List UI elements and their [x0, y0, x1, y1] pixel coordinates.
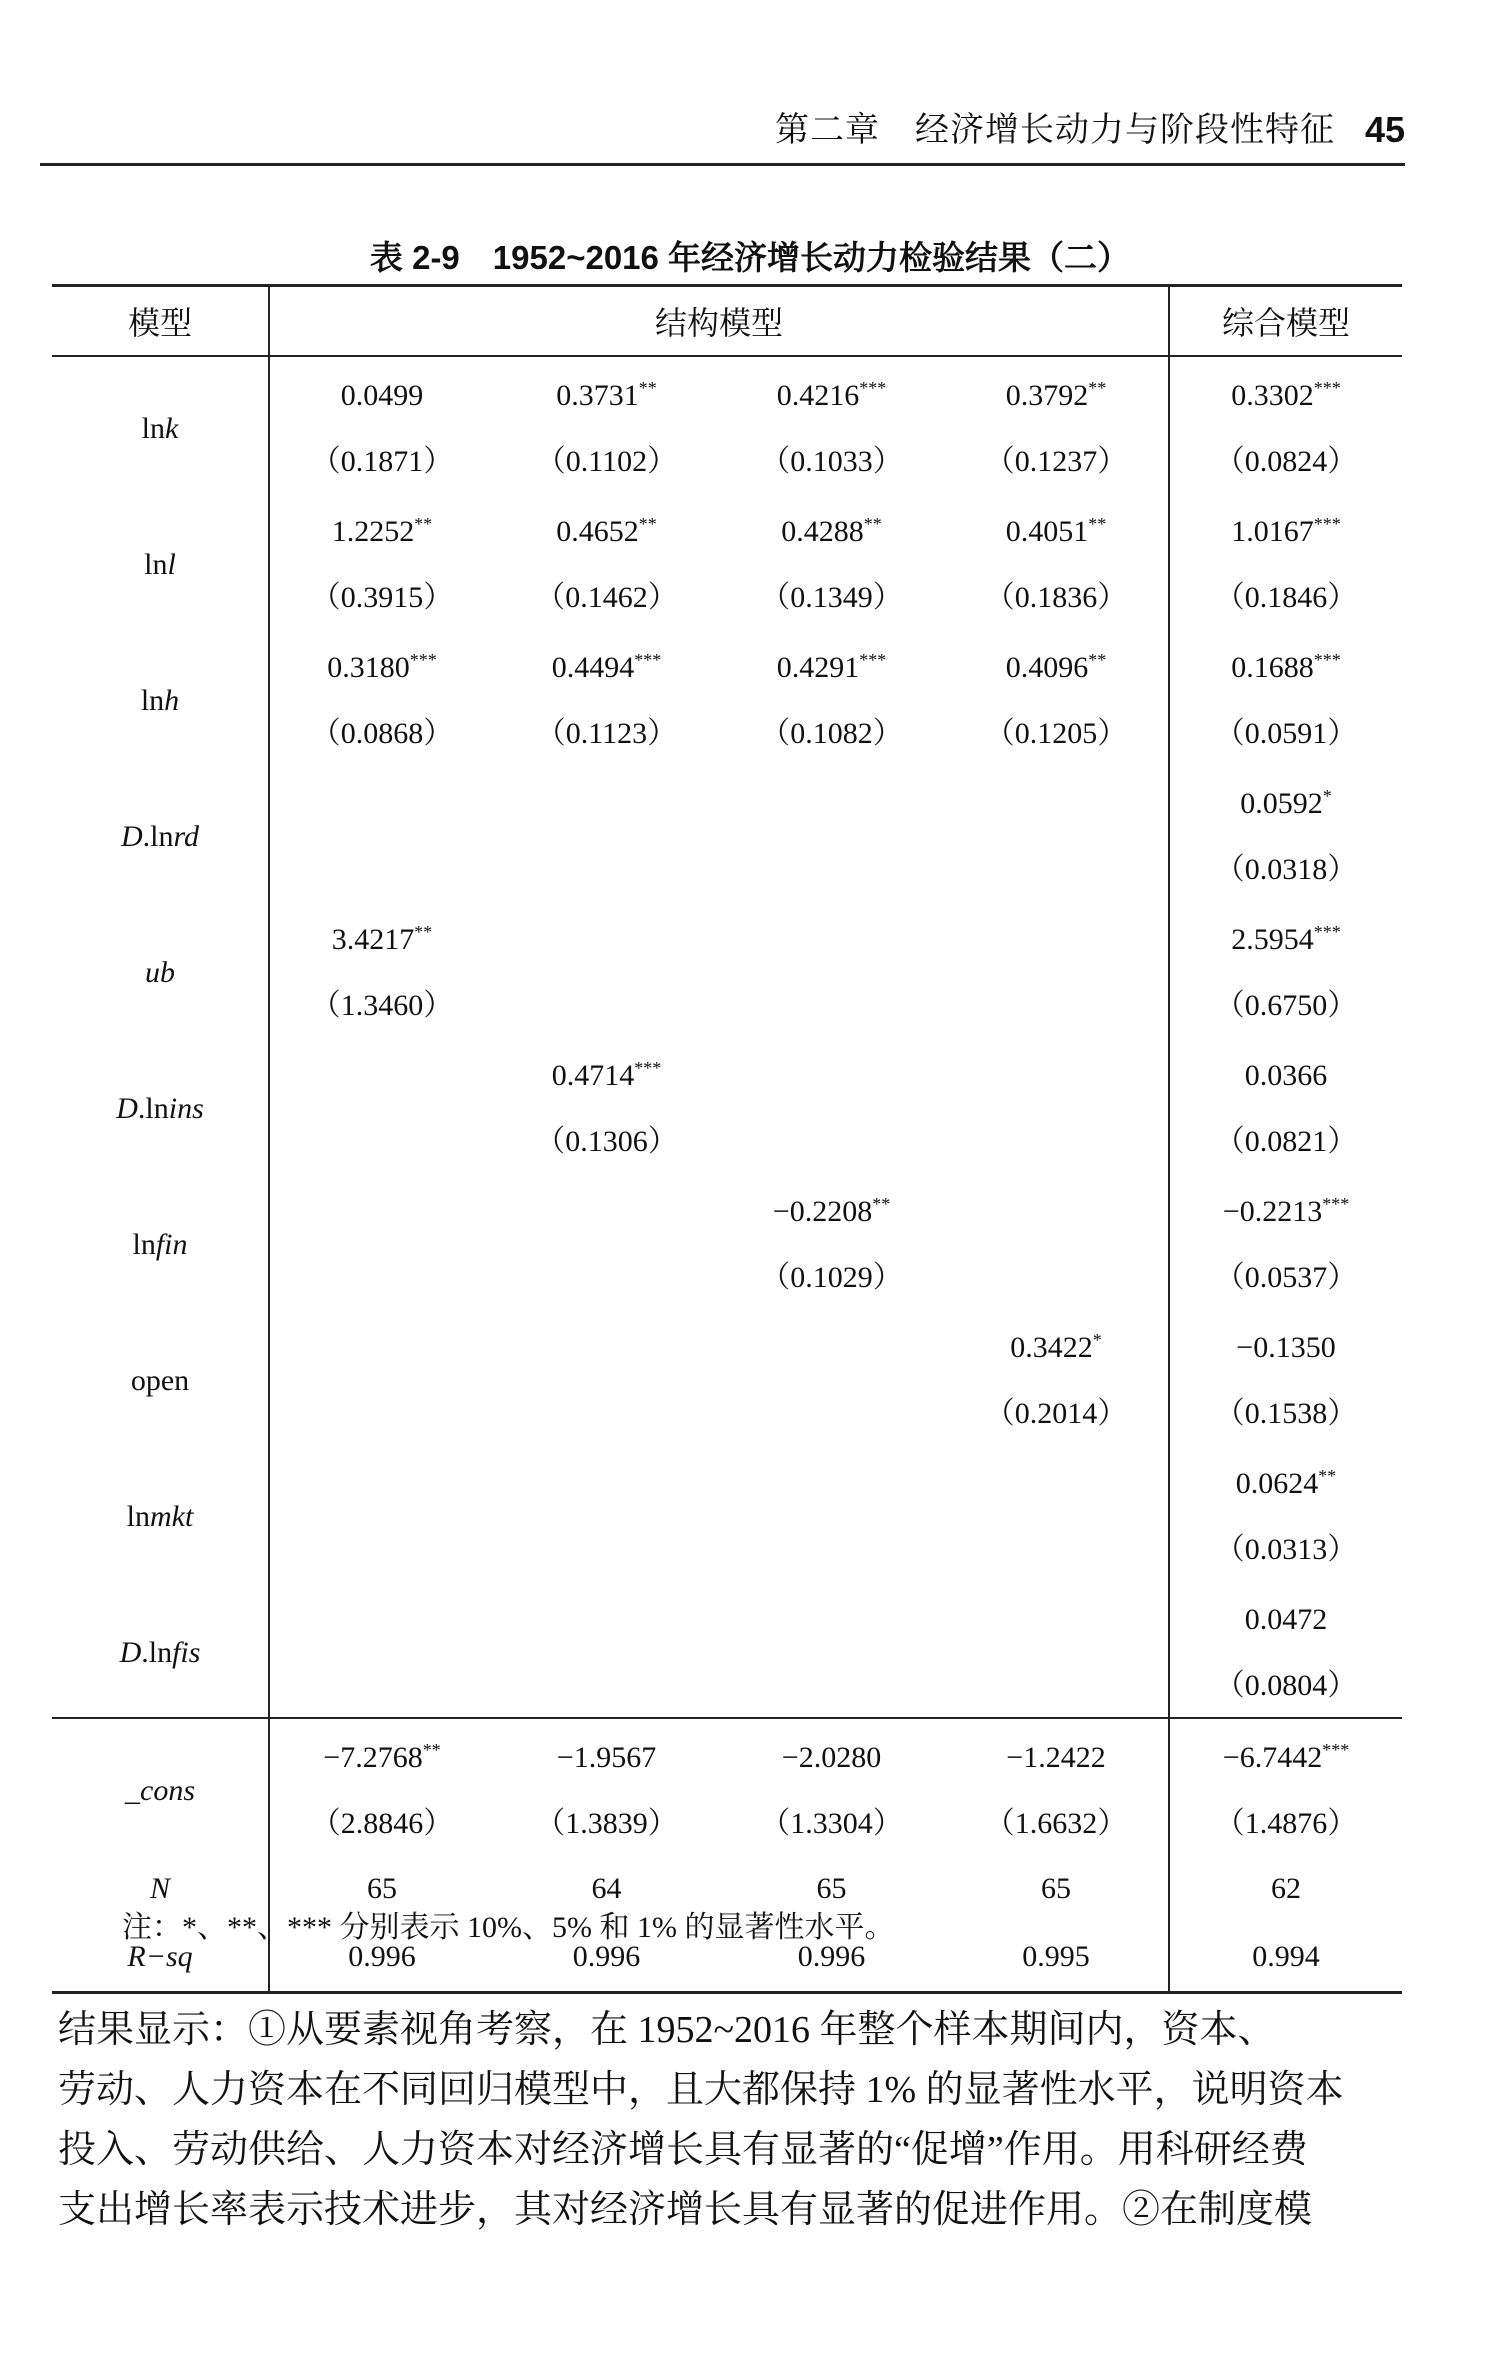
- se-cell: （0.1306）: [535, 1125, 678, 1158]
- coef-cell: [719, 1309, 944, 1379]
- coef-cell: [269, 1173, 494, 1243]
- variable-prefix: ln: [126, 1500, 150, 1533]
- coef-cell: [269, 1309, 494, 1379]
- coef-value: 1.0167: [1231, 515, 1314, 548]
- se-cell: [944, 1243, 1169, 1309]
- se-cell: （0.0804）: [1214, 1669, 1358, 1702]
- variable-name: ub: [145, 956, 175, 989]
- variable-prefix-d: D: [119, 1636, 142, 1669]
- n-value: 62: [1271, 1872, 1302, 1905]
- body-line: 结果显示：①从要素视角考察，在 1952~2016 年整个样本期间内，资本、: [58, 2009, 1276, 2051]
- se-cell: （0.1123）: [535, 717, 678, 750]
- se-cell: （0.1082）: [760, 717, 903, 750]
- coef-cell: [1169, 1445, 1402, 1515]
- significance-stars: *: [1092, 1330, 1102, 1350]
- variable-name: l: [167, 548, 176, 581]
- se-cell: （0.0821）: [1214, 1125, 1358, 1158]
- coef-cell: [494, 356, 719, 427]
- coef-value: −0.1350: [1236, 1331, 1336, 1364]
- coef-cell: [719, 1581, 944, 1651]
- significance-stars: ***: [859, 378, 887, 398]
- coef-value: 0.3302: [1231, 379, 1314, 412]
- coef-cell: [944, 356, 1169, 427]
- variable-label: [52, 629, 269, 765]
- coef-cell: [944, 493, 1169, 563]
- significance-stars: ***: [634, 650, 662, 670]
- variable-name: rd: [173, 820, 200, 853]
- coef-value: 0.1688: [1231, 651, 1314, 684]
- significance-stars: ***: [1322, 1740, 1350, 1760]
- se-cell: [944, 971, 1169, 1037]
- significance-stars: **: [1318, 1466, 1337, 1486]
- se-cell: （0.2014）: [944, 1379, 1169, 1445]
- se-cell: [494, 1651, 719, 1718]
- se-cell: （2.8846）: [310, 1807, 454, 1840]
- significance-stars: **: [414, 922, 433, 942]
- coef-row: [52, 1309, 1402, 1379]
- coef-cell: [944, 1445, 1169, 1515]
- se-cell: （0.0537）: [1214, 1261, 1358, 1294]
- significance-stars: **: [422, 1740, 441, 1760]
- coef-value: 0.4291: [776, 651, 860, 684]
- se-cell: [269, 1243, 494, 1309]
- coef-value: 0.0366: [1244, 1059, 1328, 1092]
- coef-value: 0.0624: [1235, 1467, 1319, 1500]
- se-cell: （0.1538）: [1214, 1397, 1358, 1430]
- coef-cell: [944, 1173, 1169, 1243]
- se-cell: （0.0318）: [1214, 853, 1358, 886]
- coef-cell: [944, 1718, 1169, 1789]
- coef-row: [52, 1718, 1402, 1789]
- se-cell: [494, 835, 719, 901]
- variable-name: fin: [155, 1228, 188, 1261]
- coef-value: 0.4652: [556, 515, 639, 548]
- coef-value: 0.3422: [1010, 1331, 1093, 1364]
- coef-cell: [494, 901, 719, 971]
- coef-cell: [269, 356, 494, 427]
- coef-cell: [269, 1581, 494, 1651]
- se-cell: （1.6632）: [944, 1789, 1169, 1855]
- se-cell: [944, 835, 1169, 901]
- coef-cell: [719, 1718, 944, 1789]
- coef-cell: [1169, 1718, 1402, 1789]
- se-cell: [719, 1379, 944, 1445]
- coef-row: [52, 1173, 1402, 1243]
- coef-value: −1.9567: [556, 1741, 657, 1774]
- variable-name: h: [164, 684, 180, 717]
- coef-cell: [494, 493, 719, 563]
- variable-prefix: ln: [140, 684, 165, 717]
- variable-name: k: [165, 412, 179, 445]
- coef-cell: [269, 765, 494, 835]
- variable-label: [52, 493, 269, 629]
- se-cell: （0.0313）: [1214, 1533, 1358, 1566]
- coef-cell: [944, 765, 1169, 835]
- coef-cell: [719, 1445, 944, 1515]
- coef-cell: [1169, 1581, 1402, 1651]
- se-cell: （0.6750）: [1214, 989, 1358, 1022]
- significance-stars: ***: [859, 650, 887, 670]
- se-cell: （0.1871）: [310, 445, 454, 478]
- coef-cell: [269, 1445, 494, 1515]
- significance-stars: **: [1088, 514, 1107, 534]
- significance-stars: ***: [634, 1058, 662, 1078]
- coef-row: [52, 765, 1402, 835]
- coef-cell: [269, 1037, 494, 1107]
- body-paragraph: [58, 2000, 1418, 2240]
- variable-name: fis: [172, 1636, 201, 1669]
- variable-label: [52, 901, 269, 1037]
- coef-cell: [1169, 901, 1402, 971]
- coef-cell: [494, 1581, 719, 1651]
- coef-cell: [719, 493, 944, 563]
- significance-stars: ***: [1313, 922, 1341, 942]
- variable-label: [52, 765, 269, 901]
- coef-cell: [494, 1445, 719, 1515]
- coef-value: −1.2422: [1006, 1741, 1106, 1774]
- variable-name: ins: [168, 1092, 204, 1125]
- se-cell: [719, 835, 944, 901]
- coef-row: [52, 356, 1402, 427]
- coef-cell: [1169, 356, 1402, 427]
- variable-label: [52, 1581, 269, 1718]
- se-cell: [719, 1107, 944, 1173]
- se-cell: [494, 1243, 719, 1309]
- rsq-value: 0.996: [494, 1923, 719, 1993]
- se-cell: （0.1836）: [944, 563, 1169, 629]
- variable-prefix-rest: .ln: [142, 820, 174, 853]
- coef-row: [52, 1037, 1402, 1107]
- coef-cell: [494, 629, 719, 699]
- coef-cell: [269, 901, 494, 971]
- variable-label: [52, 356, 269, 493]
- significance-stars: ***: [1322, 1194, 1350, 1214]
- se-cell: （0.1846）: [1214, 581, 1358, 614]
- coef-cell: [719, 629, 944, 699]
- significance-stars: **: [638, 378, 657, 398]
- se-cell: （0.1462）: [535, 581, 678, 614]
- coef-value: 0.4216: [776, 379, 860, 412]
- variable-label: [52, 1309, 269, 1445]
- coef-value: 0.4288: [781, 515, 864, 548]
- coef-value: −6.7442: [1222, 1741, 1323, 1774]
- significance-stars: ***: [409, 650, 437, 670]
- rsq-label: R−sq: [52, 1923, 269, 1993]
- coef-cell: [1169, 493, 1402, 563]
- table-note: 注：*、**、*** 分别表示 10%、5% 和 1% 的显著性水平。: [122, 1911, 895, 1944]
- variable-prefix-d: D: [116, 1092, 138, 1125]
- body-line: 支出增长率表示技术进步，其对经济增长具有显著的促进作用。②在制度模: [58, 2189, 1313, 2231]
- variable-label: [52, 1037, 269, 1173]
- coef-cell: [944, 1037, 1169, 1107]
- coef-row: [52, 901, 1402, 971]
- results-table: [52, 284, 1402, 1994]
- coef-value: 0.0592: [1240, 787, 1323, 820]
- coef-cell: [1169, 765, 1402, 835]
- coef-cell: [944, 629, 1169, 699]
- coef-value: 0.4096: [1005, 651, 1089, 684]
- coef-value: −0.2213: [1222, 1195, 1323, 1228]
- significance-stars: **: [1088, 378, 1107, 398]
- variable-prefix: [120, 1636, 173, 1669]
- se-cell: （0.3915）: [310, 581, 454, 614]
- variable-label: [52, 1173, 269, 1309]
- se-cell: （0.1102）: [535, 445, 678, 478]
- significance-stars: **: [638, 514, 657, 534]
- coef-cell: [719, 1173, 944, 1243]
- variable-name: open: [130, 1364, 190, 1397]
- se-cell: [269, 1379, 494, 1445]
- coef-cell: [1169, 629, 1402, 699]
- significance-stars: ***: [1313, 378, 1341, 398]
- se-cell: （1.4876）: [1214, 1807, 1358, 1840]
- coef-cell: [944, 901, 1169, 971]
- significance-stars: ***: [1313, 650, 1341, 670]
- results-table-container: [52, 284, 1402, 1994]
- coef-value: 3.4217: [331, 923, 415, 956]
- coef-value: −7.2768: [323, 1741, 423, 1774]
- significance-stars: **: [1088, 650, 1107, 670]
- coef-value: −2.0280: [781, 1741, 882, 1774]
- table-body: [52, 356, 1402, 1993]
- rsq-value: 0.996: [269, 1923, 494, 1993]
- coef-cell: [269, 629, 494, 699]
- se-cell: （0.0868）: [310, 717, 454, 750]
- coef-cell: [1169, 1309, 1402, 1379]
- coef-value: −0.2208: [772, 1195, 873, 1228]
- se-cell: [944, 1515, 1169, 1581]
- coef-cell: [944, 1581, 1169, 1651]
- se-cell: （0.1349）: [760, 581, 903, 614]
- n-value: 64: [591, 1872, 622, 1905]
- coef-value: 2.5954: [1231, 923, 1314, 956]
- coef-row: [52, 629, 1402, 699]
- se-cell: [269, 1515, 494, 1581]
- se-cell: [269, 1107, 494, 1173]
- se-cell: （1.3460）: [310, 989, 454, 1022]
- coef-cell: [269, 1718, 494, 1789]
- coef-row: [52, 493, 1402, 563]
- coef-cell: [944, 1309, 1169, 1379]
- n-label: N: [52, 1855, 269, 1923]
- se-cell: （0.0591）: [1214, 717, 1358, 750]
- se-cell: [719, 1651, 944, 1718]
- se-cell: （0.1237）: [944, 427, 1169, 493]
- coef-cell: [1169, 1037, 1402, 1107]
- coef-cell: [719, 356, 944, 427]
- coef-value: 0.0472: [1244, 1603, 1328, 1636]
- se-cell: [494, 971, 719, 1037]
- se-cell: （0.1205）: [944, 699, 1169, 765]
- table-title: 表 2-9 1952~2016 年经济增长动力检验结果（二）: [369, 239, 1131, 276]
- coef-cell: [494, 1173, 719, 1243]
- variable-name: mkt: [150, 1500, 194, 1533]
- coef-value: 0.3731: [556, 379, 639, 412]
- coef-value: 0.3792: [1005, 379, 1089, 412]
- se-cell: [944, 1651, 1169, 1718]
- page-header: [40, 95, 1405, 166]
- coef-cell: [494, 1309, 719, 1379]
- se-cell: [944, 1107, 1169, 1173]
- coef-cell: [719, 765, 944, 835]
- header-model: 模型: [52, 286, 269, 357]
- coef-cell: [1169, 1173, 1402, 1243]
- variable-prefix: ln: [144, 548, 168, 581]
- se-cell: [719, 971, 944, 1037]
- coef-value: 0.0499: [340, 379, 424, 412]
- n-value: 65: [944, 1855, 1169, 1923]
- se-cell: [269, 835, 494, 901]
- coef-value: 0.4494: [551, 651, 635, 684]
- coef-row: [52, 1581, 1402, 1651]
- coef-row: [52, 1445, 1402, 1515]
- se-cell: （0.1029）: [760, 1261, 903, 1294]
- coef-cell: [719, 901, 944, 971]
- rsq-value: 0.995: [944, 1923, 1169, 1993]
- variable-prefix-rest: .ln: [141, 1636, 173, 1669]
- significance-stars: **: [414, 514, 433, 534]
- coef-value: 0.4714: [551, 1059, 635, 1092]
- se-cell: [269, 1651, 494, 1718]
- rsq-value: 0.994: [1169, 1923, 1402, 1993]
- variable-label: [52, 1718, 269, 1855]
- significance-stars: *: [1322, 786, 1332, 806]
- coef-cell: [494, 1037, 719, 1107]
- page-number: 45: [1364, 109, 1405, 150]
- se-cell: [719, 1515, 944, 1581]
- variable-prefix: [116, 1092, 169, 1125]
- se-cell: （1.3839）: [535, 1807, 678, 1840]
- se-cell: （1.3304）: [760, 1807, 903, 1840]
- variable-prefix-d: D: [120, 820, 143, 853]
- header-structural-model: 结构模型: [269, 286, 1169, 357]
- variable-prefix: [121, 820, 174, 853]
- coef-cell: [719, 1037, 944, 1107]
- variable-prefix-rest: .ln: [137, 1092, 169, 1125]
- rsq-value: 0.996: [719, 1923, 944, 1993]
- coef-value: 0.3180: [327, 651, 410, 684]
- body-line: 劳动、人力资本在不同回归模型中，且大都保持 1% 的显著性水平，说明资本: [58, 2069, 1344, 2111]
- n-value: 65: [367, 1872, 397, 1905]
- coef-value: 1.2252: [331, 515, 415, 548]
- body-line: 投入、劳动供给、人力资本对经济增长具有显著的“促增”作用。用科研经费: [58, 2129, 1308, 2171]
- variable-prefix: ln: [132, 1228, 156, 1261]
- coef-value: 0.4051: [1005, 515, 1089, 548]
- se-cell: [494, 1379, 719, 1445]
- significance-stars: ***: [1313, 514, 1341, 534]
- coef-cell: [494, 765, 719, 835]
- significance-stars: **: [872, 1194, 891, 1214]
- variable-label: [52, 1445, 269, 1581]
- se-cell: （0.1033）: [760, 445, 903, 478]
- se-cell: （0.0824）: [1214, 445, 1358, 478]
- variable-prefix: ln: [141, 412, 165, 445]
- coef-cell: [269, 493, 494, 563]
- n-value: 65: [816, 1872, 847, 1905]
- coef-cell: [494, 1718, 719, 1789]
- variable-name: _cons: [125, 1774, 195, 1807]
- chapter-title: 第二章 经济增长动力与阶段性特征: [775, 112, 1335, 149]
- se-cell: [494, 1515, 719, 1581]
- significance-stars: **: [863, 514, 882, 534]
- header-comprehensive-model: 综合模型: [1169, 286, 1402, 357]
